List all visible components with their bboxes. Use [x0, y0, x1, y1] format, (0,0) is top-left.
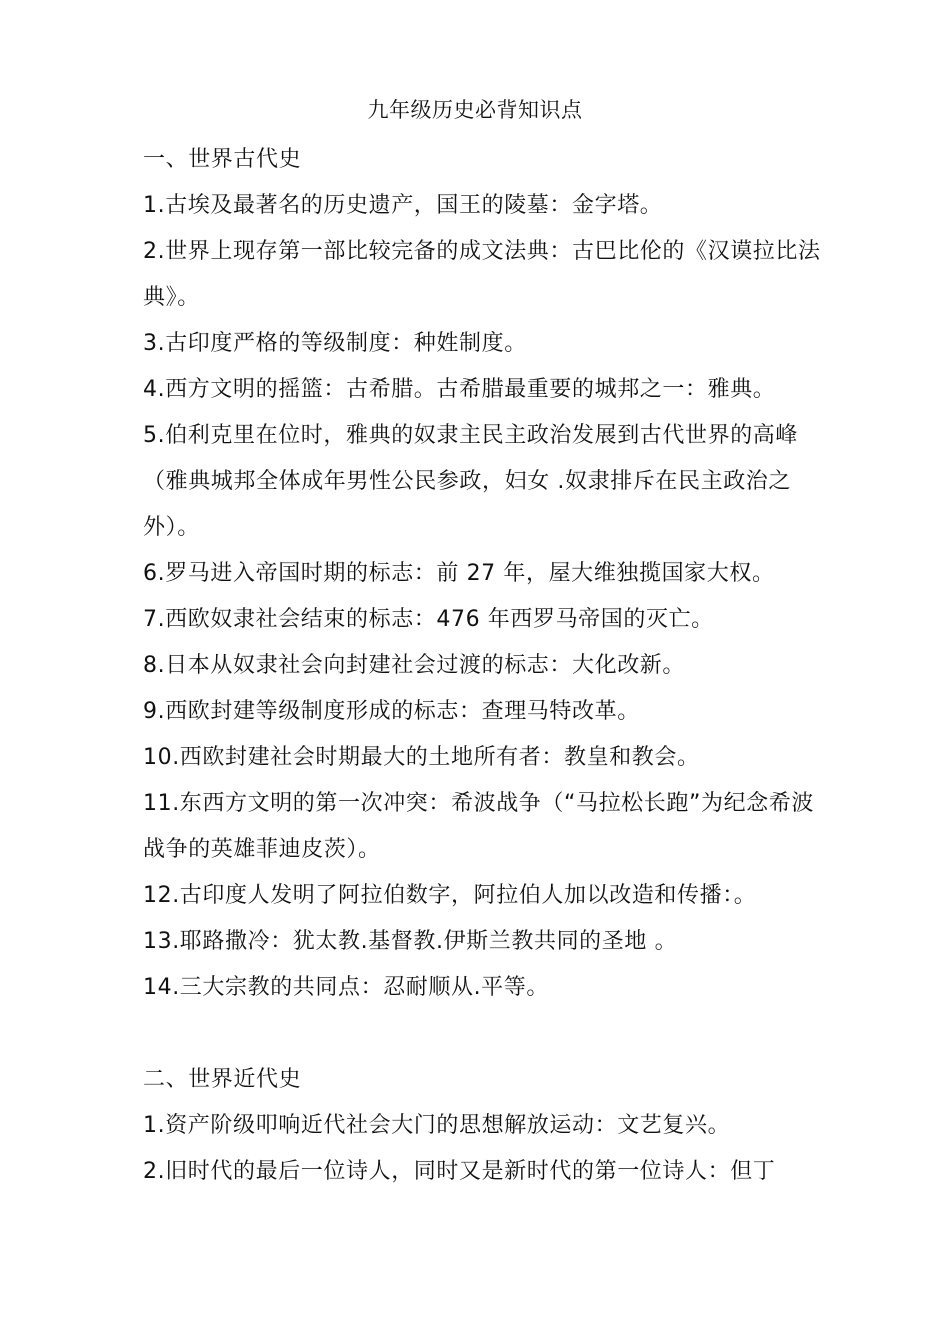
list-item: 4.西方文明的摇篮：古希腊。古希腊最重要的城邦之一：雅典。	[143, 377, 776, 402]
list-item: 12.古印度人发明了阿拉伯数字，阿拉伯人加以改造和传播：。	[143, 883, 757, 908]
document-content	[143, 137, 823, 1195]
list-item: 2.世界上现存第一部比较完备的成文法典：古巴比伦的《汉谟拉比法典》。	[143, 239, 821, 310]
section-heading-modern-history: 二、世界近代史	[143, 1067, 302, 1092]
list-item: 9.西欧封建等级制度形成的标志：查理马特改革。	[143, 699, 640, 724]
list-item: 5.伯利克里在位时，雅典的奴隶主民主政治发展到古代世界的高峰（雅典城邦全体成年男性公民参政，妇女 .奴隶排斥在民主政治之外）。	[143, 423, 798, 540]
list-item: 14.三大宗教的共同点：忍耐顺从.平等。	[143, 975, 549, 1000]
section-spacer	[143, 1011, 823, 1057]
list-item: 1.资产阶级叩响近代社会大门的思想解放运动：文艺复兴。	[143, 1113, 731, 1138]
list-item: 8.日本从奴隶社会向封建社会过渡的标志：大化改新。	[143, 653, 685, 678]
list-item: 1.古埃及最著名的历史遗产，国王的陵墓：金字塔。	[143, 193, 663, 218]
section-heading-ancient-history: 一、世界古代史	[143, 147, 302, 172]
list-item: 7.西欧奴隶社会结束的标志：476 年西罗马帝国的灭亡。	[143, 607, 714, 632]
document-title: 九年级历史必背知识点	[367, 98, 583, 122]
list-item: 10.西欧封建社会时期最大的土地所有者：教皇和教会。	[143, 745, 700, 770]
list-item: 13.耶路撒冷：犹太教.基督教.伊斯兰教共同的圣地 。	[143, 929, 678, 954]
list-item: 11.东西方文明的第一次冲突：希波战争（“马拉松长跑”为纪念希波战争的英雄菲迪皮茨）。	[143, 791, 814, 862]
list-item: 6.罗马进入帝国时期的标志：前 27 年，屋大维独揽国家大权。	[143, 561, 775, 586]
list-item: 2.旧时代的最后一位诗人，同时又是新时代的第一位诗人：但丁	[143, 1159, 776, 1184]
list-item: 3.古印度严格的等级制度：种姓制度。	[143, 331, 527, 356]
